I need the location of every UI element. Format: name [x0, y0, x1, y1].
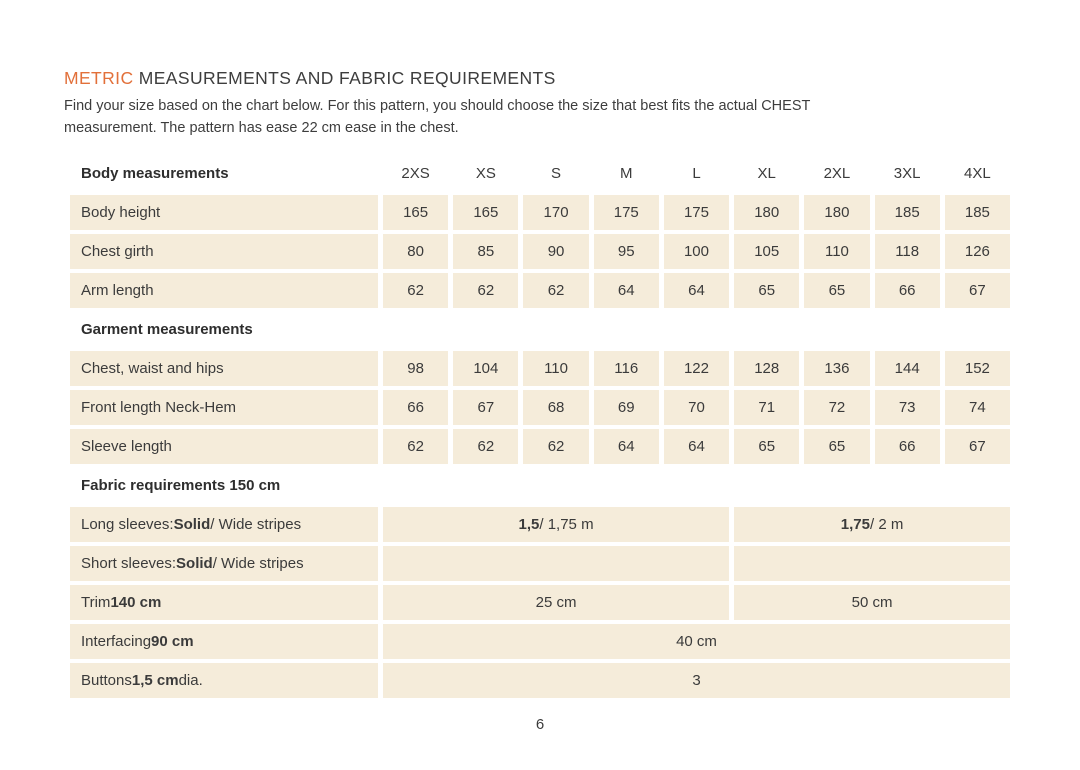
row-label	[70, 507, 378, 542]
table-row-interfacing	[70, 624, 1010, 659]
value-cell: 64	[664, 273, 729, 308]
value-rest: / 1,75 m	[539, 516, 594, 533]
row-label: Sleeve length	[70, 429, 378, 464]
table-section-garment	[70, 312, 1010, 347]
size-col-header: 3XL	[893, 165, 921, 182]
table-row-chest-waist-hips	[70, 351, 1010, 386]
label-prefix: Long sleeves:	[81, 516, 174, 533]
label-suffix: / Wide stripes	[212, 555, 304, 572]
value-cell: 68	[523, 390, 588, 425]
size-col-header: L	[692, 165, 701, 182]
table-row-trim	[70, 585, 1010, 620]
value-cell: 66	[383, 390, 448, 425]
value-cell: 62	[383, 273, 448, 308]
value-cell: 152	[945, 351, 1010, 386]
value-bold: 1,75	[840, 516, 870, 533]
label-prefix: Interfacing	[81, 633, 152, 650]
value-cell: 62	[523, 429, 588, 464]
row-label: Chest, waist and hips	[70, 351, 378, 386]
merged-value-full: 3	[383, 663, 1010, 698]
label-bold: Solid	[173, 516, 211, 533]
value-cell: 126	[945, 234, 1010, 269]
row-label	[70, 663, 378, 698]
value-cell: 66	[875, 429, 940, 464]
value-cell: 72	[804, 390, 869, 425]
value-cell: 80	[383, 234, 448, 269]
page-title-rest: MEASUREMENTS AND FABRIC REQUIREMENTS	[133, 68, 556, 88]
row-label: Front length Neck-Hem	[70, 390, 378, 425]
value-cell: 122	[664, 351, 729, 386]
label-bold: 1,5 cm	[131, 672, 179, 689]
value-cell: 67	[945, 429, 1010, 464]
value-cell: 118	[875, 234, 940, 269]
value-cell: 136	[804, 351, 869, 386]
value-cell: 65	[734, 429, 799, 464]
section-header-body-measurements: Body measurements	[81, 165, 229, 182]
row-label: Chest girth	[70, 234, 378, 269]
label-bold: 140 cm	[110, 594, 162, 611]
label-prefix: Short sleeves:	[81, 555, 177, 572]
size-col-header: 4XL	[964, 165, 991, 182]
value-cell: 110	[804, 234, 869, 269]
size-col-header: M	[620, 165, 633, 182]
value-cell: 66	[875, 273, 940, 308]
page-number: 6	[535, 716, 545, 733]
merged-value-right	[734, 546, 1010, 581]
merged-value-left	[383, 507, 729, 542]
table-section-fabric	[70, 468, 1010, 503]
intro-paragraph	[64, 96, 1016, 139]
value-cell: 67	[453, 390, 518, 425]
value-cell: 100	[664, 234, 729, 269]
value-cell: 170	[523, 195, 588, 230]
value-cell: 69	[594, 390, 659, 425]
table-row-short-sleeves	[70, 546, 1010, 581]
table-row-chest-girth	[70, 234, 1010, 269]
value-cell: 104	[453, 351, 518, 386]
row-label: Arm length	[70, 273, 378, 308]
size-col-header: XL	[757, 165, 776, 182]
value-cell: 98	[383, 351, 448, 386]
table-row-front-length	[70, 390, 1010, 425]
label-prefix: Trim	[81, 594, 111, 611]
value-cell: 62	[453, 429, 518, 464]
table-row-buttons	[70, 663, 1010, 698]
value-cell: 175	[594, 195, 659, 230]
merged-value-right	[734, 507, 1010, 542]
merged-value-left	[383, 546, 729, 581]
table-row-sleeve-length	[70, 429, 1010, 464]
size-table	[70, 156, 1010, 698]
value-cell: 73	[875, 390, 940, 425]
value-cell: 180	[804, 195, 869, 230]
value-cell: 64	[664, 429, 729, 464]
row-label	[70, 624, 378, 659]
value-cell: 65	[804, 273, 869, 308]
value-cell: 185	[945, 195, 1010, 230]
value-cell: 71	[734, 390, 799, 425]
label-bold: Solid	[176, 555, 213, 572]
value-cell: 65	[804, 429, 869, 464]
merged-value-left: 25 cm	[383, 585, 729, 620]
label-bold: 90 cm	[151, 633, 194, 650]
table-row-arm-length	[70, 273, 1010, 308]
value-cell: 110	[523, 351, 588, 386]
value-cell: 116	[594, 351, 659, 386]
value-cell: 144	[875, 351, 940, 386]
value-cell: 67	[945, 273, 1010, 308]
size-col-header: S	[551, 165, 562, 182]
merged-value-right: 50 cm	[734, 585, 1010, 620]
value-cell: 165	[383, 195, 448, 230]
value-cell: 62	[523, 273, 588, 308]
value-cell: 180	[734, 195, 799, 230]
section-header-garment-measurements: Garment measurements	[81, 321, 253, 338]
value-cell: 85	[453, 234, 518, 269]
label-suffix: dia.	[178, 672, 203, 689]
row-label	[70, 546, 378, 581]
intro-line-1: Find your size based on the chart below. For this pattern, you should choose the size that best fits the actual CHEST	[64, 98, 811, 114]
value-cell: 90	[523, 234, 588, 269]
page-title	[64, 68, 1016, 89]
merged-value-full: 40 cm	[383, 624, 1010, 659]
value-cell: 128	[734, 351, 799, 386]
intro-line-2: measurement. The pattern has ease 22 cm ease in the chest.	[64, 119, 459, 136]
size-col-header: 2XL	[823, 165, 851, 182]
size-col-header: XS	[475, 165, 496, 182]
table-row-body-height	[70, 195, 1010, 230]
value-cell: 95	[594, 234, 659, 269]
row-label: Body height	[70, 195, 378, 230]
value-cell: 74	[945, 390, 1010, 425]
row-label	[70, 585, 378, 620]
value-cell: 165	[453, 195, 518, 230]
value-rest: / 2 m	[869, 516, 904, 533]
section-header-fabric-requirements: Fabric requirements 150 cm	[81, 477, 281, 494]
value-cell: 70	[664, 390, 729, 425]
size-col-header: 2XS	[401, 165, 430, 182]
value-cell: 64	[594, 429, 659, 464]
table-header-row	[70, 156, 1010, 191]
value-cell: 65	[734, 273, 799, 308]
table-row-long-sleeves	[70, 507, 1010, 542]
value-bold: 1,5	[518, 516, 540, 533]
label-prefix: Buttons	[81, 672, 132, 689]
value-cell: 105	[734, 234, 799, 269]
value-cell: 175	[664, 195, 729, 230]
value-cell: 185	[875, 195, 940, 230]
page-title-highlight: METRIC	[64, 68, 134, 88]
label-suffix: / Wide stripes	[210, 516, 302, 533]
value-cell: 62	[453, 273, 518, 308]
value-cell: 62	[383, 429, 448, 464]
value-cell: 64	[594, 273, 659, 308]
